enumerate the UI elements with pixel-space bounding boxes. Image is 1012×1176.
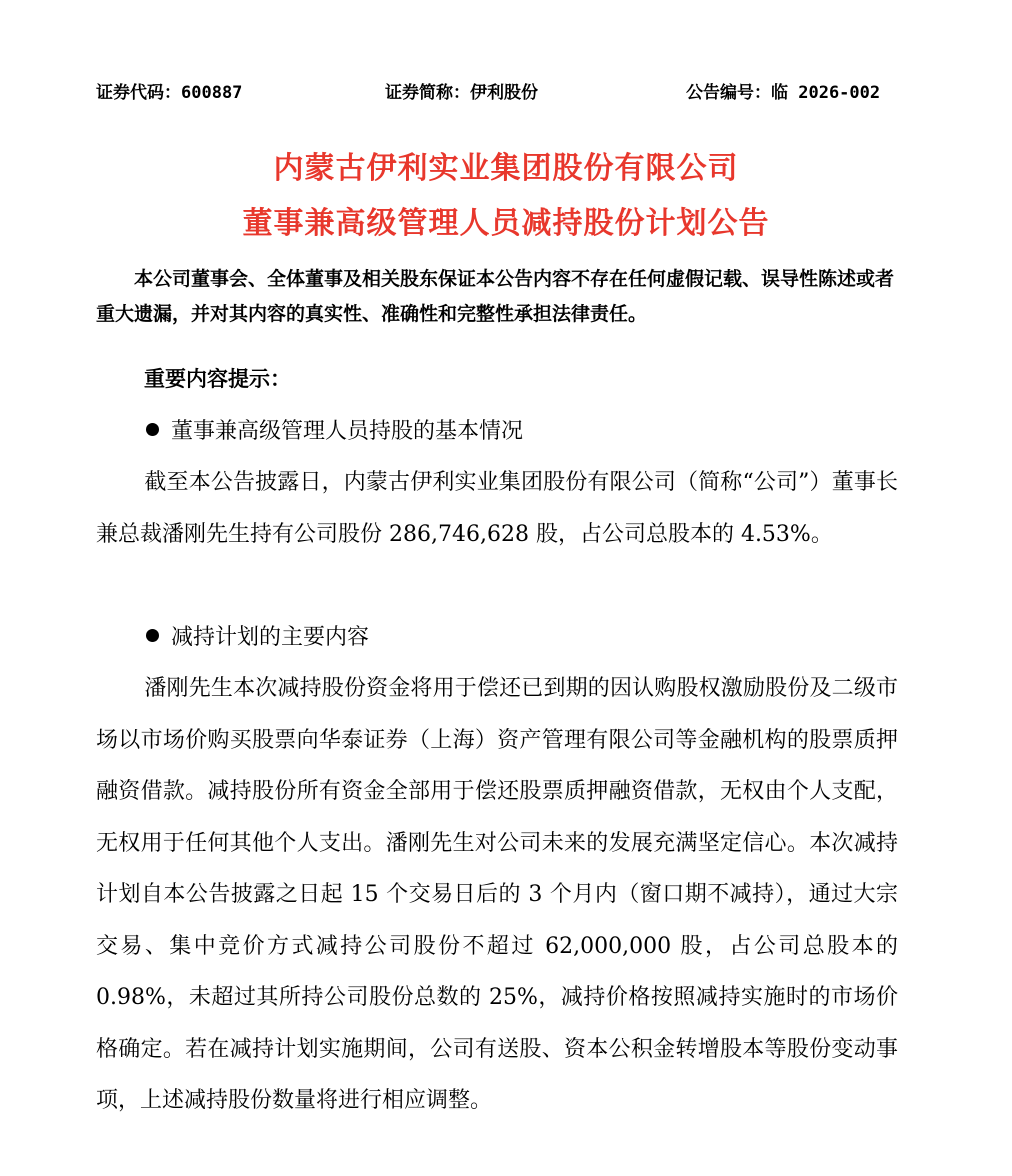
announcement-title: 董事兼高级管理人员减持股份计划公告: [242, 206, 770, 241]
bullet-dot-icon: [146, 423, 159, 436]
stock-code: 证券代码：600887: [96, 83, 243, 103]
company-title: 内蒙古伊利实业集团股份有限公司: [273, 151, 739, 186]
section1-bullet: [146, 414, 523, 445]
stock-abbreviation: 证券简称：伊利股份: [385, 83, 538, 103]
announcement-number: 公告编号：临 2026-002: [686, 83, 881, 103]
section2-body: 潘刚先生本次减持股份资金将用于偿还已到期的因认购股权激励股份及二级市场以市场价购买股票向华泰证券（上海）资产管理有限公司等金融机构的股票质押融资借款。减持股份所有资金全部用于偿还股票质押融资借款，无权由个人支配，无权用于任何其他个人支出。潘刚先生对公司未来的发展充满坚定信心。本次减持计划自本公告披露之日起 15 个交易日后的 3 个月内（窗口期不减持），通过大宗交易、集中竞价方式减持公司股份不超过 62,000,000 股，占公司总股本的 0.98%，未超过其所持公司股份总数的 25%，减持价格按照减持实施时的市场价格确定。若在减持计划实施期间，公司有送股、资本公积金转增股本等股份变动事项，上述减持股份数量将进行相应调整。: [96, 676, 898, 1113]
section2-title: 减持计划的主要内容: [171, 625, 370, 650]
section2-bullet: [146, 620, 369, 651]
section1-body: 截至本公告披露日，内蒙古伊利实业集团股份有限公司（简称“公司”）董事长兼总裁潘刚先生持有公司股份 286,746,628 股，占公司总股本的 4.53%。: [96, 470, 898, 547]
bullet-dot-icon: [146, 629, 159, 642]
important-content-heading: 重要内容提示：: [144, 367, 291, 391]
board-declaration: 本公司董事会、全体董事及相关股东保证本公告内容不存在任何虚假记载、误导性陈述或者重大遗漏，并对其内容的真实性、准确性和完整性承担法律责任。: [96, 268, 895, 325]
section1-title: 董事兼高级管理人员持股的基本情况: [171, 419, 524, 444]
